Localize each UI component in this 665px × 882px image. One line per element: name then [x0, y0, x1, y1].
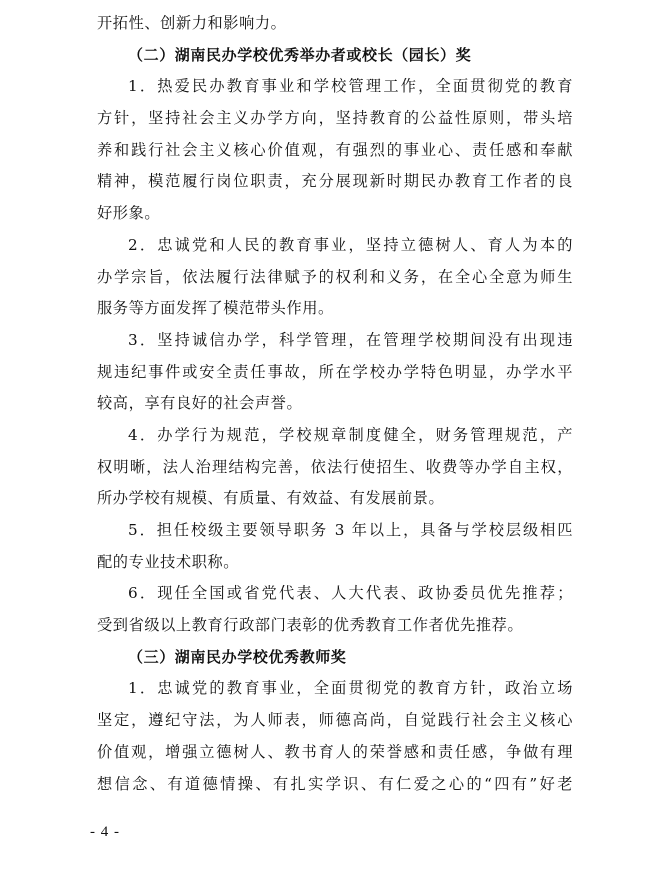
body-line: 所办学校有规模、有质量、有效益、有发展前景。 — [97, 489, 445, 508]
body-line: 5．担任校级主要领导职务 3 年以上，具备与学校层级相匹 — [128, 521, 573, 539]
body-line: 价值观，增强立德树人、教书育人的荣誉感和责任感，争做有理 — [97, 742, 573, 761]
body-line: 4．办学行为规范，学校规章制度健全，财务管理规范，产 — [128, 425, 573, 444]
body-line: 坚定，遵纪守法，为人师表，师德高尚，自觉践行社会主义核心 — [97, 711, 573, 730]
body-line: 服务等方面发挥了模范带头作用。 — [97, 299, 334, 318]
body-line: 1．忠诚党的教育事业，全面贯彻党的教育方针，政治立场 — [128, 679, 573, 698]
body-line: 规违纪事件或安全责任事故，所在学校办学特色明显，办学水平 — [97, 362, 573, 381]
body-line: 方针，坚持社会主义办学方向，坚持教育的公益性原则，带头培 — [97, 109, 573, 128]
body-line: 2．忠诚党和人民的教育事业，坚持立德树人、育人为本的 — [128, 235, 573, 254]
page-number: - 4 - — [90, 824, 120, 840]
body-line: 开拓性、创新力和影响力。 — [97, 14, 287, 32]
body-line: 较高，享有良好的社会声誉。 — [97, 394, 303, 413]
body-line: 想信念、有道德情操、有扎实学识、有仁爱之心的“四有”好老 — [97, 774, 573, 793]
body-line: 6．现任全国或省党代表、人大代表、政协委员优先推荐； — [128, 584, 573, 603]
body-line: 权明晰，法人治理结构完善，依法行使招生、收费等办学自主权， — [97, 457, 573, 476]
section-heading-2: （二）湖南民办学校优秀举办者或校长（园长）奖 — [128, 45, 472, 64]
body-line: 受到省级以上教育行政部门表彰的优秀教育工作者优先推荐。 — [97, 616, 524, 635]
document-body — [97, 8, 573, 800]
body-line: 配的专业技术职称。 — [97, 552, 240, 571]
body-line: 养和践行社会主义核心价值观，有强烈的事业心、责任感和奉献 — [97, 140, 573, 159]
body-line: 办学宗旨，依法履行法律赋予的权利和义务，在全心全意为师生 — [97, 267, 573, 286]
body-line: 好形象。 — [97, 204, 161, 223]
body-line: 1．热爱民办教育事业和学校管理工作，全面贯彻党的教育 — [128, 77, 573, 96]
body-line: 精神，模范履行岗位职责，充分展现新时期民办教育工作者的良 — [97, 172, 573, 191]
body-line: 3．坚持诚信办学，科学管理，在管理学校期间没有出现违 — [128, 330, 573, 349]
section-heading-3: （三）湖南民办学校优秀教师奖 — [128, 647, 347, 666]
